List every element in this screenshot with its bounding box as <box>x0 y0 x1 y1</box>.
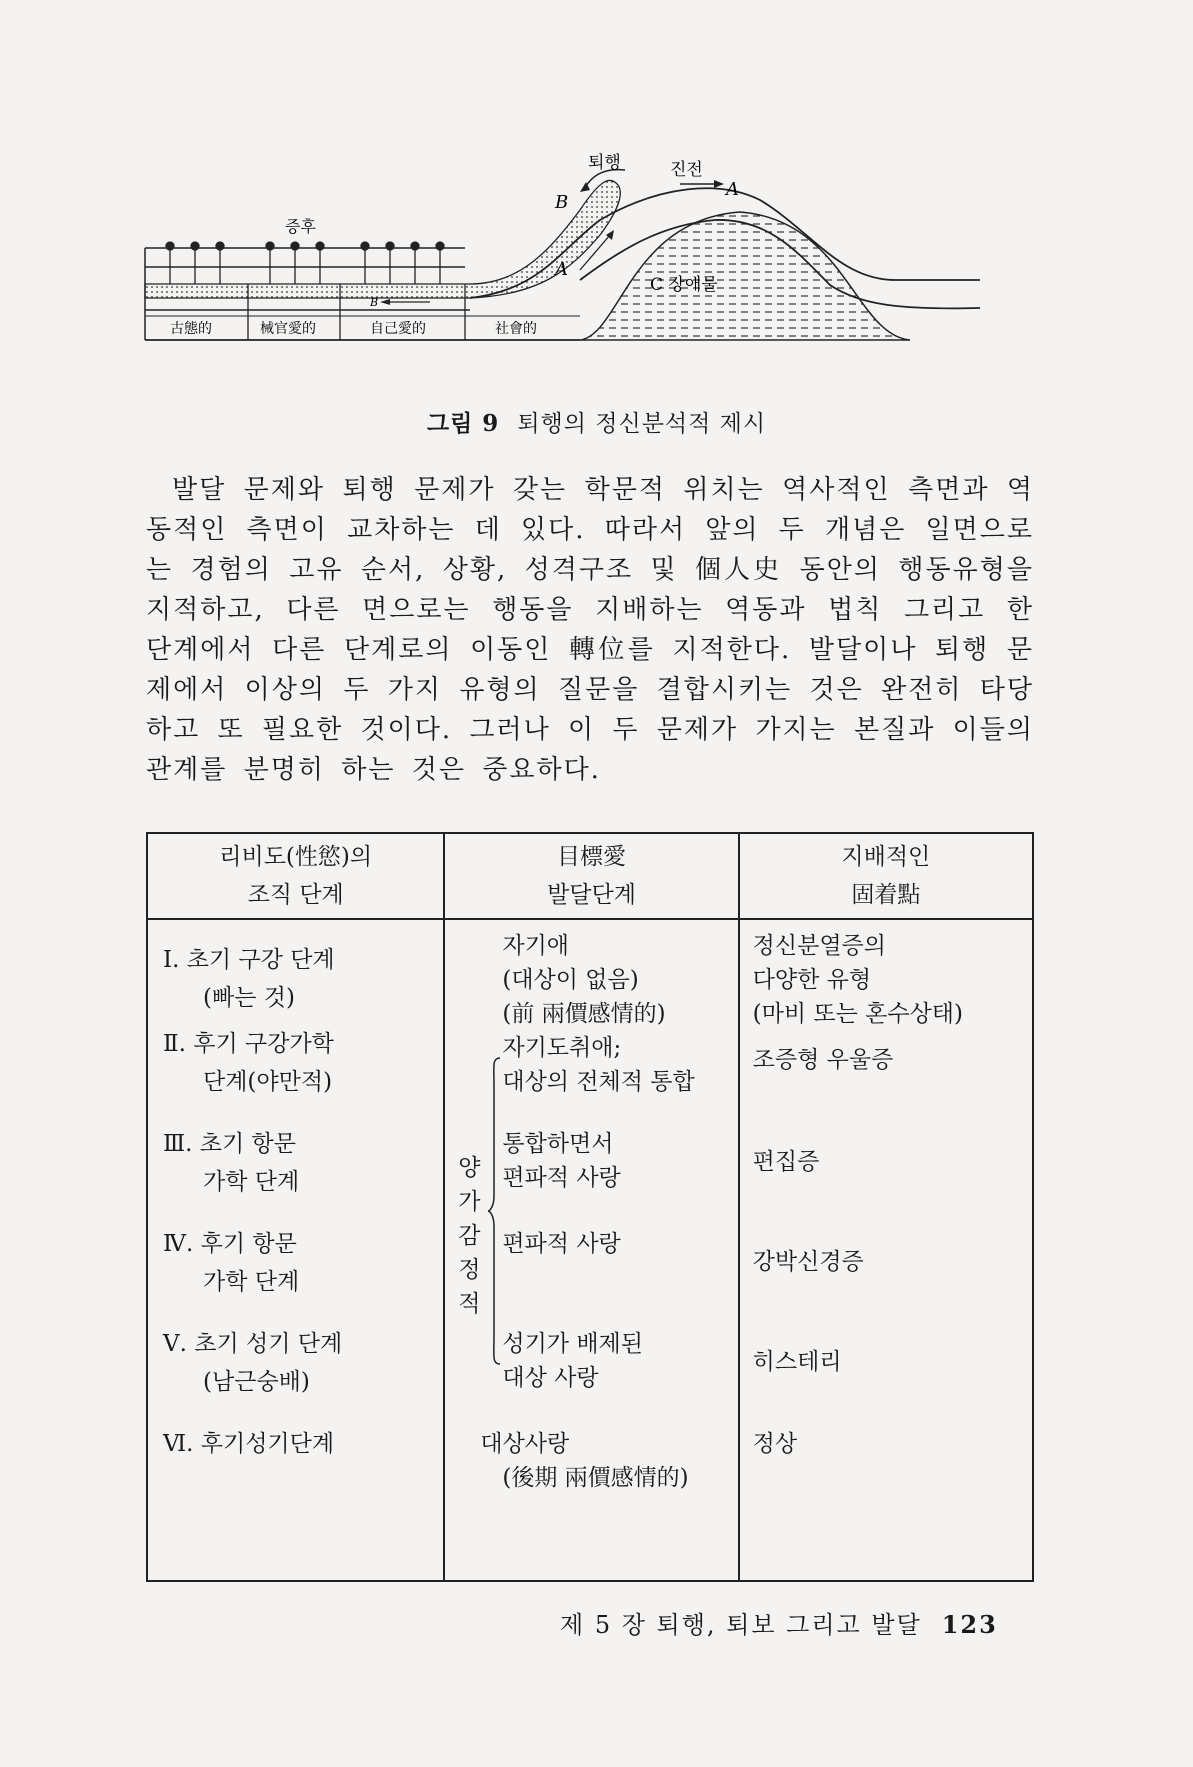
object-love-item: (대상이 없음) <box>502 967 639 993</box>
chapter-title: 제 5 장 퇴행, 퇴보 그리고 발달 <box>560 1611 922 1639</box>
stage-1: Ⅰ. 초기 구강 단계 (빠는 것) <box>163 947 335 1011</box>
fixation-item: 편집증 <box>752 1149 820 1175</box>
stage-3: Ⅲ. 초기 항문 가학 단계 <box>163 1131 300 1195</box>
header-fixation: 지배적인 固着點 <box>739 833 1033 919</box>
figure-stage-1: 古態的 <box>170 321 212 337</box>
paragraph-text: 발달 문제와 퇴행 문제가 갖는 학문적 위치는 역사적인 측면과 역동적인 측면이 교차하는 데 있다. 따라서 앞의 두 개념은 일면으로는 경험의 고유 순서, 상황, 성격구조 및 個人史 동안의 행동유형을 지적하고, 다른 면으로는 행동을 지배하는 역동과 법칙 그리고 한 단계에서 다른 단계로의 이동인 轉位를 지적한다. 발달이나 퇴행 문제에서 이상의 두 가지 유형의 질문을 결합시키는 것은 완전히 타당하고 또 필요한 것이다. 그러나 이 두 문제가 가지는 본질과 이들의 관계를 분명히 하는 것은 중요하다. <box>146 475 1034 785</box>
page-number: 123 <box>941 1610 998 1639</box>
figure-stage-3: 自己愛的 <box>370 321 426 337</box>
object-love-item: 편파적 사랑 <box>502 1165 621 1191</box>
obstacle-mound <box>580 212 910 340</box>
ambivalent-label: 양 가 감 정 적 <box>458 1155 481 1317</box>
page-footer <box>560 1605 998 1640</box>
object-love-item: 대상의 전체적 통합 <box>502 1069 695 1095</box>
header-libido: 리비도(性慾)의 조직 단계 <box>147 833 444 919</box>
object-love-item: 대상사랑 <box>480 1431 570 1457</box>
object-love-item: (後期 兩價感情的) <box>502 1465 689 1491</box>
object-love-item: 통합하면서 <box>502 1131 614 1157</box>
ambivalence-brace <box>488 1056 502 1366</box>
figure-label-a: A <box>555 259 568 280</box>
header-object-love: 目標愛 발달단계 <box>444 833 738 919</box>
figure-regression-diagram <box>140 140 980 395</box>
figure-number: 그림 9 <box>426 410 500 437</box>
figure-label-obstacle: C 장애물 <box>650 275 718 295</box>
stage-4: Ⅳ. 후기 항문 가학 단계 <box>163 1231 300 1295</box>
object-love-item: (前 兩價感情的) <box>502 1001 666 1027</box>
figure-stage-2: 械官愛的 <box>260 321 316 337</box>
table-header-row <box>147 833 1033 919</box>
figure-label-b-arrow: B <box>370 296 379 309</box>
object-love-item: 자기애 <box>502 933 570 959</box>
fixation-column <box>739 919 1033 1581</box>
fixation-item: 정신분열증의 <box>752 933 886 959</box>
figure-stage-4: 社會的 <box>495 321 537 337</box>
libido-band <box>145 180 620 298</box>
body-paragraph <box>146 470 1034 790</box>
fixation-item: 강박신경증 <box>752 1249 864 1275</box>
figure-title: 퇴행의 정신분석적 제시 <box>517 411 767 437</box>
object-love-column <box>444 919 738 1581</box>
figure-caption <box>0 405 1193 438</box>
fixation-item: 다양한 유형 <box>752 967 872 993</box>
fixation-item: 히스테리 <box>752 1349 842 1375</box>
stage-6: Ⅵ. 후기성기단계 <box>163 1431 335 1457</box>
object-love-item: 성기가 배제된 <box>502 1331 643 1357</box>
figure-label-symptom: 증후 <box>285 217 316 236</box>
libido-stage-table <box>146 832 1034 1582</box>
figure-label-b: B <box>555 192 569 213</box>
object-love-item: 자기도취애; <box>502 1035 622 1061</box>
fixation-item: 조증형 우울증 <box>752 1047 894 1073</box>
figure-label-regression: 퇴행 <box>588 153 621 173</box>
object-love-item: 대상 사랑 <box>502 1365 599 1391</box>
object-love-item: 편파적 사랑 <box>502 1231 621 1257</box>
stages-column <box>147 919 444 1581</box>
stage-5: Ⅴ. 초기 성기 단계 (남근숭배) <box>163 1331 343 1395</box>
figure-label-progress: 진전 <box>670 160 703 180</box>
fixation-item: 정상 <box>752 1431 798 1457</box>
fixation-item: (마비 또는 혼수상태) <box>752 1001 963 1027</box>
table-row <box>147 919 1033 1581</box>
figure-label-a-top: A <box>726 179 739 200</box>
stage-2: Ⅱ. 후기 구강가학 단계(야만적) <box>163 1031 334 1095</box>
